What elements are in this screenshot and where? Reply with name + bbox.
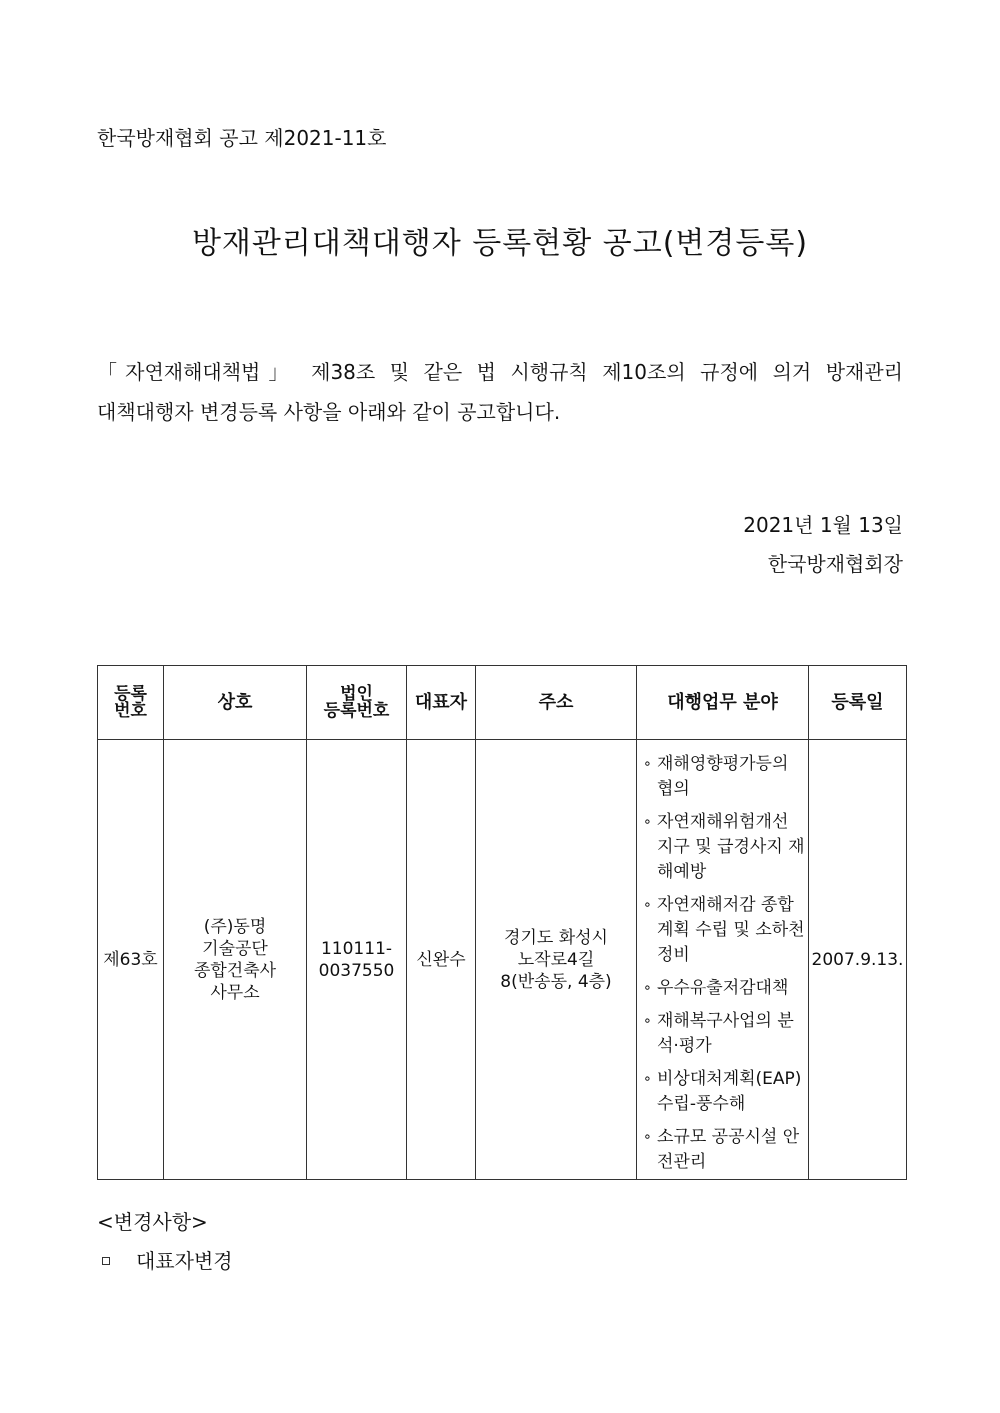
- header-fields: 대행업무 분야: [637, 666, 809, 740]
- table-header-row: [98, 666, 907, 740]
- cell-corp-reg-no: [307, 740, 407, 1180]
- bullet-icon: ∘: [643, 1129, 652, 1145]
- changes-item: [97, 1245, 233, 1274]
- header-reg-no-label: 등록 번호: [114, 683, 147, 721]
- header-representative: 대표자: [407, 666, 476, 740]
- cell-representative: 신완수: [407, 740, 476, 1180]
- field-label: 자연재해저감 종합계획 수립 및 소하천정비: [657, 895, 805, 965]
- list-item: [641, 1009, 806, 1059]
- company-name: (주)동명 기술공단 종합건축사 사무소: [193, 916, 277, 1003]
- table-row: [98, 740, 907, 1180]
- list-item: [641, 976, 806, 1001]
- field-label: 비상대처계획(EAP) 수립-풍수해: [657, 1069, 802, 1114]
- list-item: [641, 810, 806, 885]
- bullet-icon: ∘: [643, 897, 652, 913]
- header-reg-date: 등록일: [809, 666, 907, 740]
- header-company: 상호: [164, 666, 307, 740]
- bullet-icon: ∘: [643, 980, 652, 996]
- field-label: 우수유출저감대책: [657, 978, 789, 998]
- field-label: 재해복구사업의 분석·평가: [657, 1011, 794, 1056]
- page-title: 방재관리대책대행자 등록현황 공고(변경등록): [191, 226, 809, 261]
- changes-item-label: 대표자변경: [136, 1249, 233, 1273]
- bullet-icon: ∘: [643, 1071, 652, 1087]
- list-item: [641, 752, 806, 802]
- header-corp-reg-no: [307, 666, 407, 740]
- notice-date: 2021년 1월 13일: [743, 513, 903, 537]
- list-item: [641, 893, 806, 968]
- issuer-name: 한국방재협회장: [767, 552, 903, 576]
- body-paragraph: [97, 352, 903, 432]
- cell-reg-date: 2007.9.13.: [809, 740, 907, 1180]
- cell-company: [164, 740, 307, 1180]
- bullet-icon: ∘: [643, 1013, 652, 1029]
- business-field-list: [637, 740, 808, 1179]
- field-label: 재해영향평가등의 협의: [657, 754, 789, 799]
- cell-address: [476, 740, 637, 1180]
- header-corp-reg-no-label: 법인 등록번호: [323, 683, 390, 721]
- field-label: 자연재해위험개선 지구 및 급경사지 재해예방: [657, 812, 805, 882]
- list-item: [641, 1125, 806, 1175]
- field-label: 소규모 공공시설 안전관리: [657, 1127, 800, 1172]
- header-address: 주소: [476, 666, 637, 740]
- bullet-icon: ∘: [643, 814, 652, 830]
- list-item: [641, 1067, 806, 1117]
- registration-table: [97, 665, 907, 1180]
- header-reg-no: [98, 666, 164, 740]
- bullet-icon: ∘: [643, 756, 652, 772]
- address-text: 경기도 화성시 노작로4길 8(반송동, 4층): [500, 927, 612, 992]
- square-bullet-icon: [102, 1257, 110, 1265]
- body-line-1: 「자연재해대책법」 제38조 및 같은 법 시행규칙 제10조의 규정에 의거 방재관리: [97, 360, 903, 384]
- corp-reg-number: 110111- 0037550: [318, 938, 395, 981]
- changes-heading: <변경사항>: [97, 1210, 208, 1234]
- body-line-2: 대책대행자 변경등록 사항을 아래와 같이 공고합니다.: [97, 400, 561, 424]
- cell-fields: [637, 740, 809, 1180]
- cell-reg-no: 제63호: [98, 740, 164, 1180]
- notice-number: 한국방재협회 공고 제2021-11호: [97, 126, 387, 150]
